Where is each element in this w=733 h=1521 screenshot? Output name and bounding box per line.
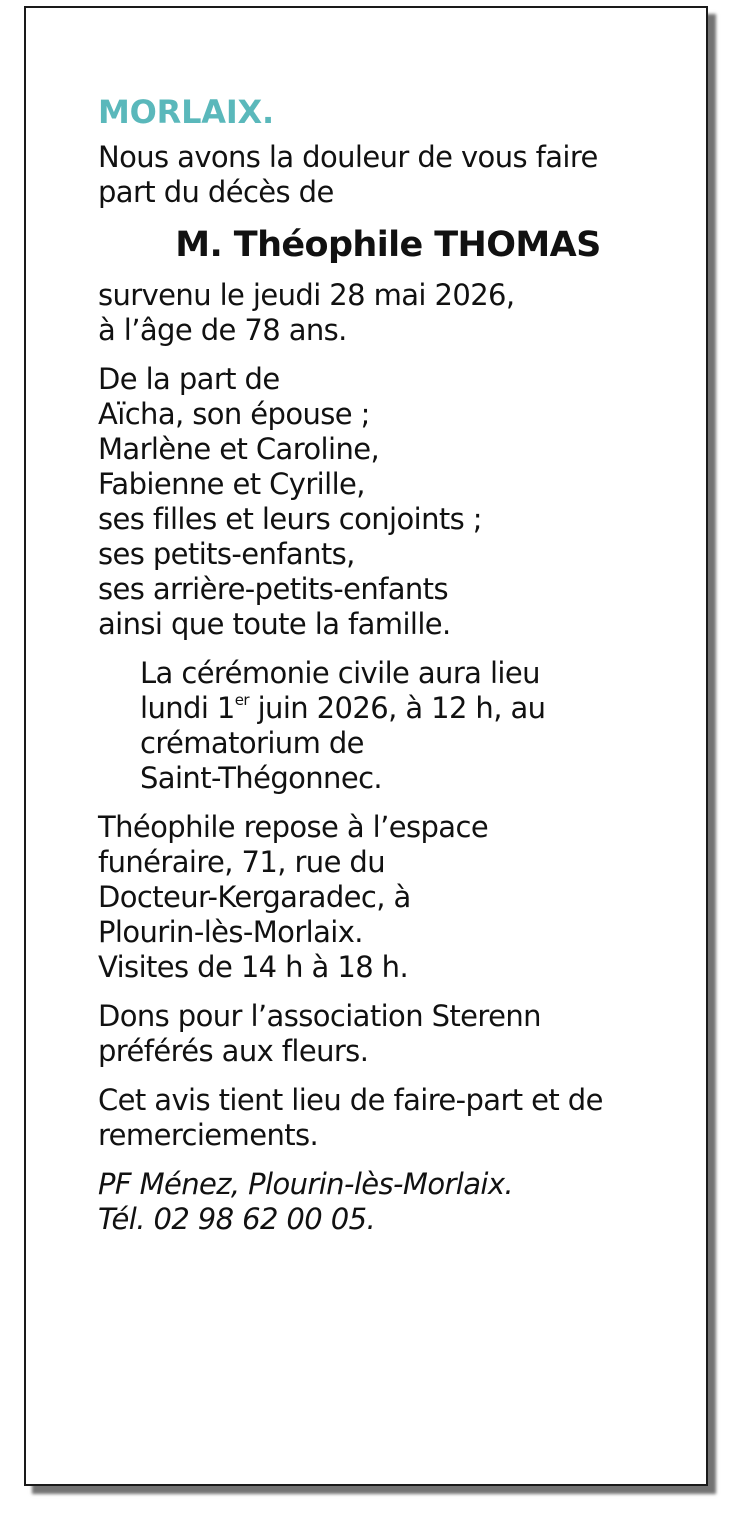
- visitation-line: funéraire, 71, rue du: [98, 845, 386, 879]
- family-line: Aïcha, son épouse ;: [98, 397, 370, 431]
- family-line: Marlène et Caroline,: [98, 432, 380, 466]
- family-line: De la part de: [98, 362, 280, 396]
- family-line: ses arrière-petits-enfants: [98, 572, 448, 606]
- family-paragraph: [98, 362, 698, 642]
- family-line: Fabienne et Cyrille,: [98, 467, 365, 501]
- visitation-line: Docteur-Kergaradec, à: [98, 880, 411, 914]
- closing-paragraph: [98, 1083, 698, 1153]
- visitation-paragraph: [98, 810, 698, 985]
- family-line: ses petits-enfants,: [98, 537, 355, 571]
- city-heading: MORLAIX.: [98, 93, 274, 131]
- intro-line: Nous avons la douleur de vous faire: [98, 140, 598, 174]
- closing-line: Cet avis tient lieu de faire-part et de: [98, 1083, 603, 1117]
- death-info-line: à l’âge de 78 ans.: [98, 313, 347, 347]
- donations-paragraph: [98, 999, 698, 1069]
- obituary-content: [98, 92, 698, 1237]
- visitation-line: Plourin-lès-Morlaix.: [98, 915, 363, 949]
- family-line: ainsi que toute la famille.: [98, 607, 451, 641]
- ceremony-line: crématorium de: [140, 726, 364, 760]
- ceremony-date-prefix: lundi 1: [140, 691, 235, 725]
- intro-line: part du décès de: [98, 175, 334, 209]
- donations-line: préférés aux fleurs.: [98, 1034, 369, 1068]
- obituary-card: [24, 6, 708, 1486]
- ceremony-line: La cérémonie civile aura lieu: [140, 656, 540, 690]
- death-info-line: survenu le jeudi 28 mai 2026,: [98, 278, 515, 312]
- visitation-line: Visites de 14 h à 18 h.: [98, 950, 409, 984]
- funeral-home-paragraph: [98, 1167, 698, 1237]
- ceremony-paragraph: [98, 656, 698, 796]
- funeral-home-line: PF Ménez, Plourin-lès-Morlaix.: [98, 1167, 514, 1201]
- intro-paragraph: [98, 140, 698, 210]
- family-line: ses filles et leurs conjoints ;: [98, 502, 482, 536]
- deceased-name: M. Théophile THOMAS: [175, 225, 601, 265]
- funeral-home-phone: Tél. 02 98 62 00 05.: [98, 1202, 376, 1236]
- ordinal-superscript: er: [234, 691, 249, 709]
- closing-line: remerciements.: [98, 1118, 319, 1152]
- visitation-line: Théophile repose à l’espace: [98, 810, 489, 844]
- donations-line: Dons pour l’association Sterenn: [98, 999, 541, 1033]
- ceremony-date-suffix: juin 2026, à 12 h, au: [248, 691, 546, 725]
- ceremony-line: [140, 691, 698, 726]
- ceremony-line: Saint-Thégonnec.: [140, 761, 383, 795]
- death-info-paragraph: [98, 278, 698, 348]
